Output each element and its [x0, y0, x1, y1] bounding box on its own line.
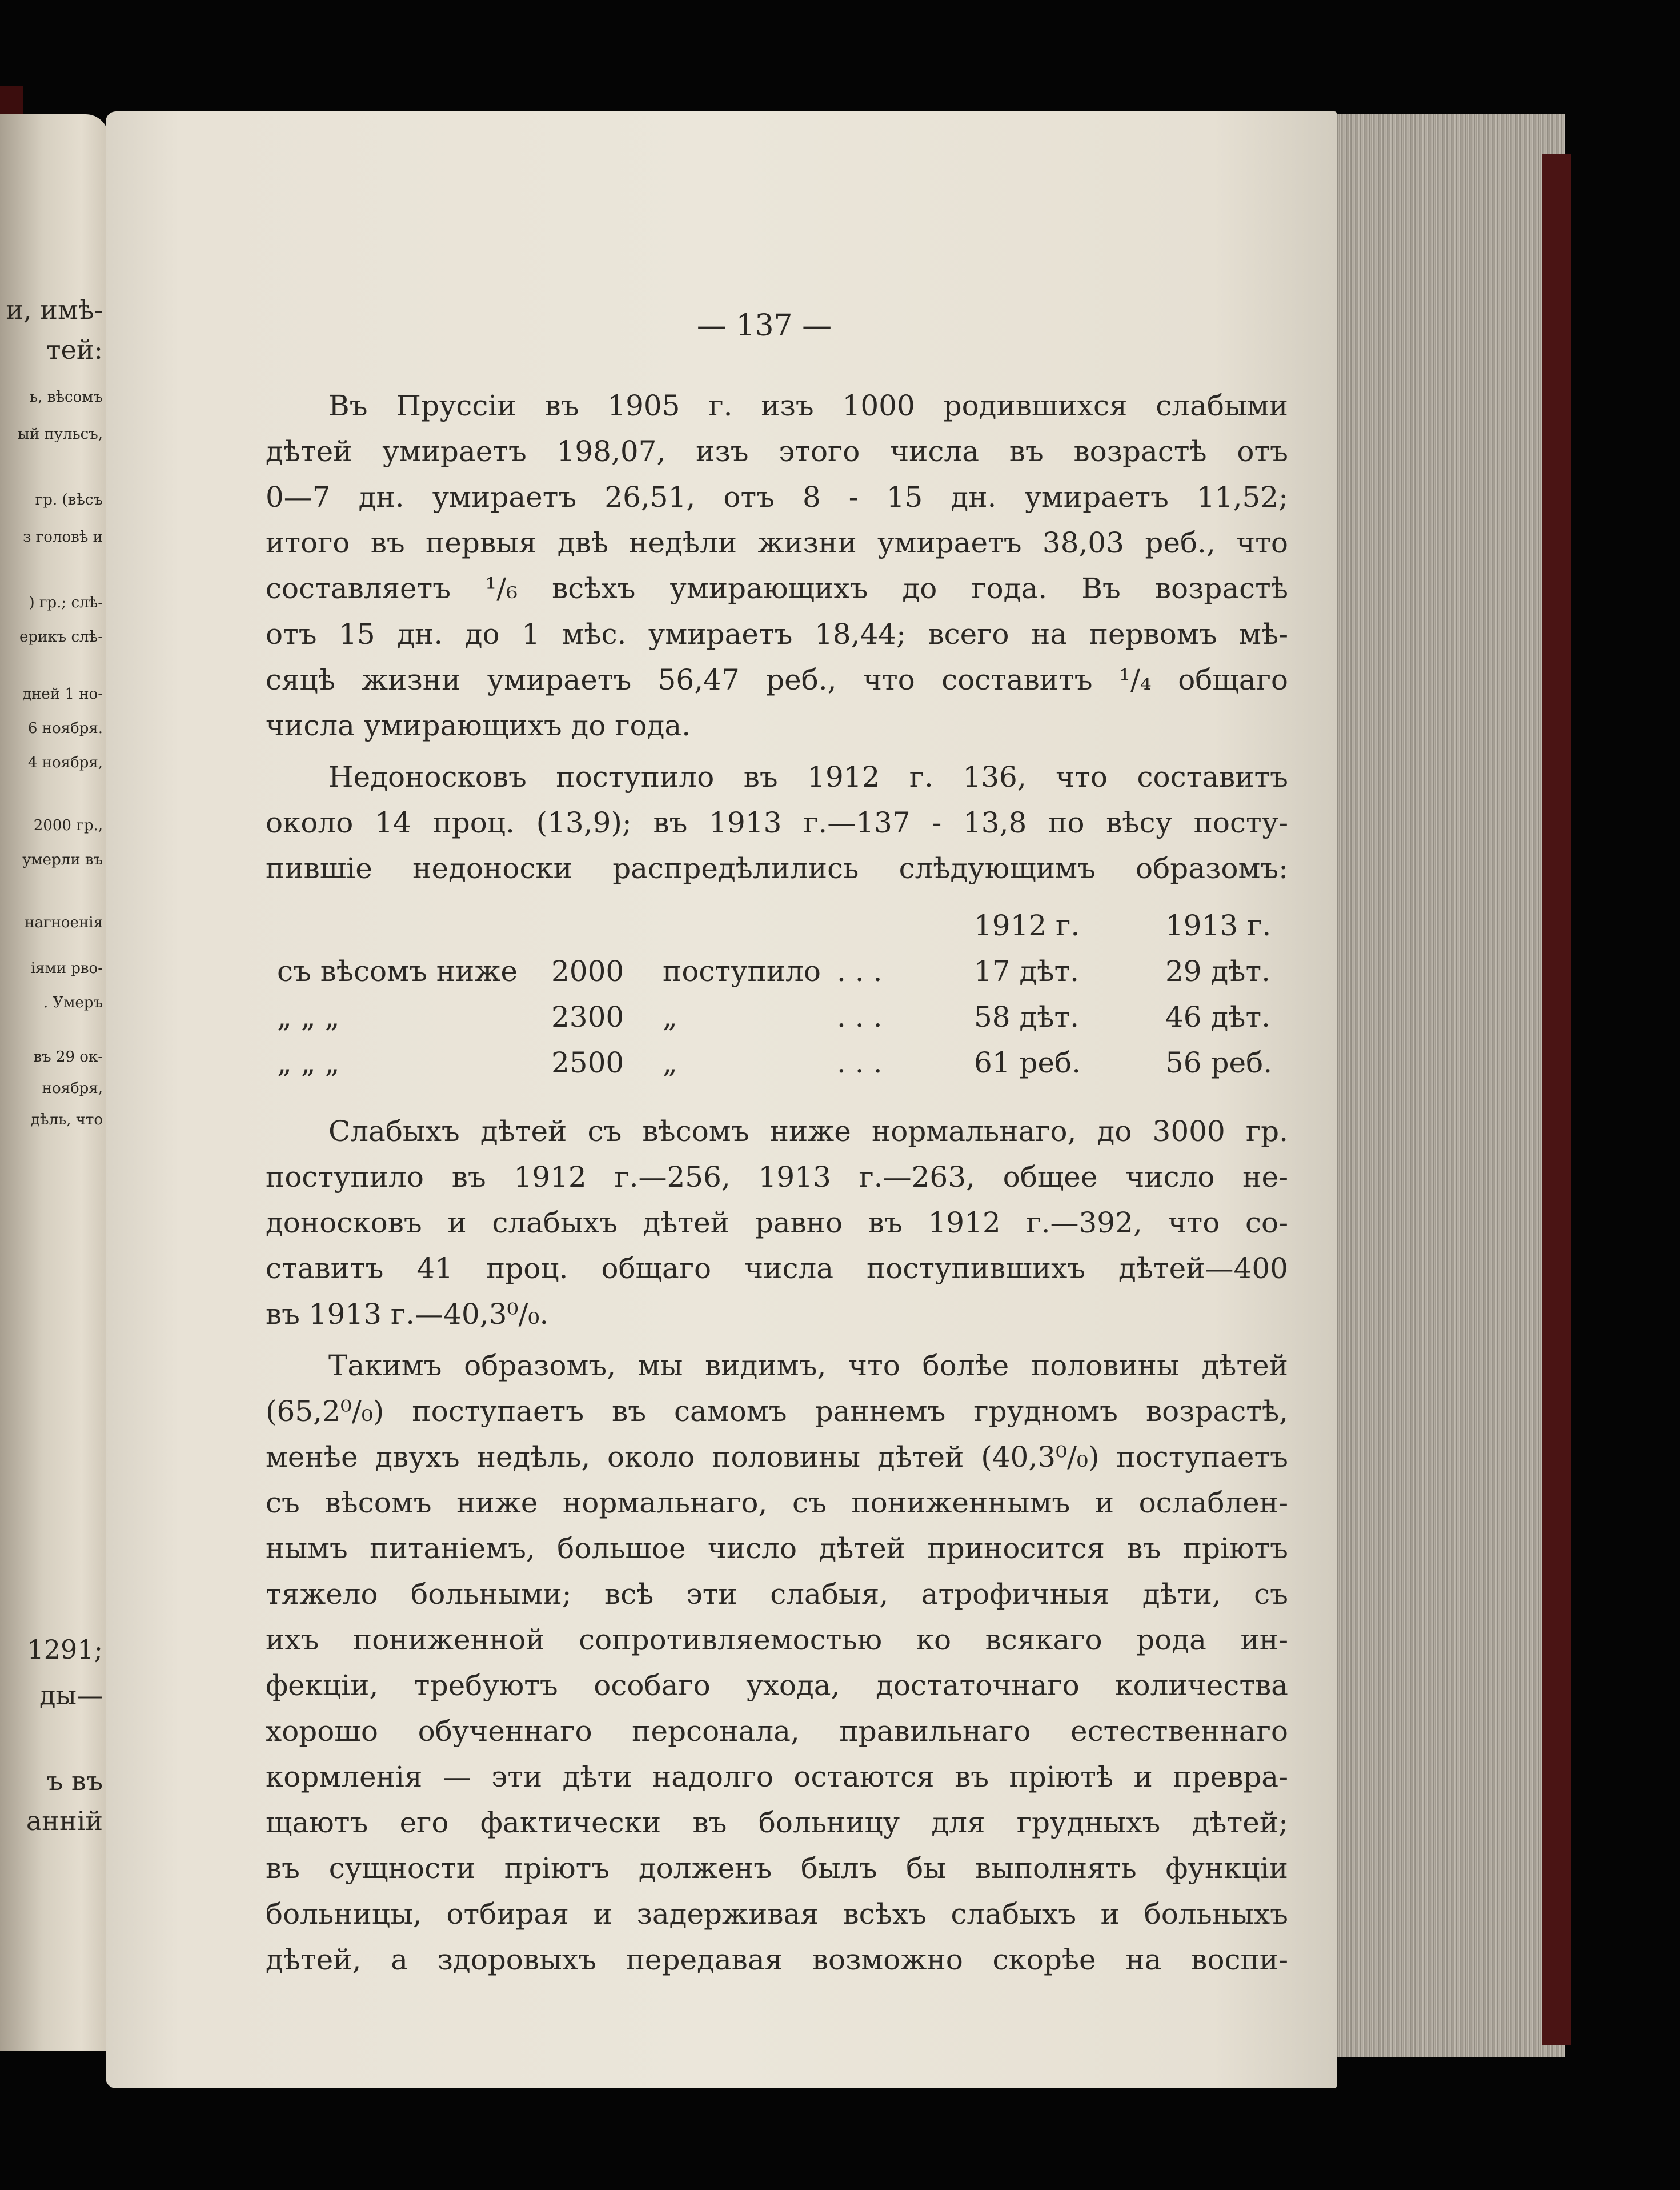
- text-line: дѣтей, а здоровыхъ передавая возможно скорѣе на воспи-: [266, 1943, 1288, 1976]
- row-label: съ вѣсомъ ниже: [277, 955, 518, 988]
- text-line: пившіе недоноски распредѣлились слѣдующимъ образомъ:: [266, 852, 1288, 885]
- row-value-1912: 61 реб.: [974, 1046, 1081, 1079]
- row-value-1913: 46 дѣт.: [1165, 1000, 1271, 1034]
- row-label: „ „ „: [277, 1000, 340, 1034]
- left-page-line: ерикъ слѣ-: [19, 628, 103, 646]
- text-line: около 14 проц. (13,9); въ 1913 г.—137 - 13,8 по вѣсу посту-: [266, 806, 1288, 839]
- text-line: доносковъ и слабыхъ дѣтей равно въ 1912 г.—392, что со-: [266, 1206, 1288, 1239]
- text-line: въ 1913 г.—40,3⁰/₀.: [266, 1298, 549, 1331]
- row-leader-dots: . . .: [837, 1046, 883, 1079]
- left-page-line: гр. (вѣсъ: [35, 491, 103, 509]
- text-line: тяжело больными; всѣ эти слабыя, атрофичныя дѣти, съ: [266, 1578, 1288, 1611]
- text-line: Недоносковъ поступило въ 1912 г. 136, что составитъ: [328, 760, 1288, 794]
- left-page-line: ъ въ: [46, 1765, 103, 1796]
- left-page-line: 4 ноября,: [27, 754, 103, 771]
- text-line: 0—7 дн. умираетъ 26,51, отъ 8 - 15 дн. умираетъ 11,52;: [266, 481, 1288, 514]
- left-page-line: ноября,: [42, 1080, 103, 1097]
- page-body-continued: [266, 1108, 1288, 1983]
- row-weight: 2000: [551, 955, 624, 988]
- text-line: кормленія — эти дѣти надолго остаются въ пріютѣ и превра-: [266, 1760, 1288, 1793]
- table-row: [277, 1040, 1294, 1086]
- text-line: (65,2⁰/₀) поступаетъ въ самомъ раннемъ грудномъ возрастѣ,: [266, 1395, 1288, 1428]
- page-body: [266, 383, 1288, 891]
- left-page-line: анній: [26, 1805, 103, 1836]
- left-page-line: . Умеръ: [43, 994, 103, 1011]
- paragraph-premature-admissions: [266, 754, 1288, 891]
- left-page-line: 2000 гр.,: [33, 817, 103, 834]
- page-block-edges: [1325, 114, 1565, 2057]
- table-header-row: [277, 903, 1294, 948]
- text-line: менѣе двухъ недѣль, около половины дѣтей (40,3⁰/₀) поступаетъ: [266, 1440, 1288, 1474]
- weight-distribution-table: [277, 903, 1294, 1086]
- left-page-line: нагноенія: [25, 914, 103, 931]
- paragraph-conclusion: [266, 1343, 1288, 1983]
- left-page-line: 6 ноября.: [27, 720, 103, 737]
- text-line: фекціи, требуютъ особаго ухода, достаточнаго количества: [266, 1669, 1288, 1702]
- left-page-line: въ 29 ок-: [33, 1048, 103, 1066]
- text-line: нымъ питаніемъ, большое число дѣтей приносится въ пріютъ: [266, 1532, 1288, 1565]
- left-page-line: ь, вѣсомъ: [30, 389, 103, 406]
- row-label: „ „ „: [277, 1046, 340, 1079]
- row-weight: 2500: [551, 1046, 624, 1079]
- book-page: [106, 111, 1337, 2088]
- text-line: ихъ пониженной сопротивляемостью ко всякаго рода ин-: [266, 1623, 1288, 1656]
- row-value-1912: 17 дѣт.: [974, 955, 1080, 988]
- text-line: больницы, отбирая и задерживая всѣхъ слабыхъ и больныхъ: [266, 1897, 1288, 1931]
- header-year-1913: 1913 г.: [1165, 909, 1272, 942]
- text-line: хорошо обученнаго персонала, правильнаго естественнаго: [266, 1715, 1288, 1748]
- left-page-line: ) гр.; слѣ-: [29, 594, 103, 611]
- page-number: — 137 —: [696, 309, 832, 343]
- row-value-1912: 58 дѣт.: [974, 1000, 1080, 1034]
- left-page-line: ды—: [39, 1680, 103, 1711]
- left-page-line: и, имѣ-: [6, 294, 103, 325]
- left-page-line: 1291;: [27, 1634, 103, 1665]
- text-line: Такимъ образомъ, мы видимъ, что болѣе половины дѣтей: [328, 1349, 1288, 1382]
- text-line: составляетъ ¹/₆ всѣхъ умирающихъ до года. Въ возрастѣ: [266, 572, 1288, 605]
- text-line: въ сущности пріютъ долженъ былъ бы выполнять функціи: [266, 1852, 1288, 1885]
- left-page-line: з головѣ и: [23, 529, 103, 546]
- text-line: числа умирающихъ до года.: [266, 709, 691, 742]
- book-cover-right: [1542, 154, 1571, 2045]
- row-leader-dots: . . .: [837, 955, 883, 988]
- left-page-line: іями рво-: [30, 960, 103, 977]
- table-row: [277, 948, 1294, 994]
- row-leader-dots: . . .: [837, 1000, 883, 1034]
- text-line: Въ Пруссіи въ 1905 г. изъ 1000 родившихся слабыми: [328, 389, 1288, 422]
- row-weight: 2300: [551, 1000, 624, 1034]
- text-line: дѣтей умираетъ 198,07, изъ этого числа въ возрастѣ отъ: [266, 435, 1288, 468]
- left-page-line: дней 1 но-: [22, 686, 103, 703]
- paragraph-weak-children: [266, 1108, 1288, 1337]
- row-admitted: „: [663, 1000, 677, 1034]
- text-line: итого въ первыя двѣ недѣли жизни умираетъ 38,03 реб., что: [266, 526, 1288, 559]
- header-year-1912: 1912 г.: [974, 909, 1080, 942]
- left-page-line: дѣль, что: [30, 1111, 103, 1128]
- text-line: поступило въ 1912 г.—256, 1913 г.—263, общее число не-: [266, 1160, 1288, 1194]
- paragraph-prussia-statistics: [266, 383, 1288, 748]
- text-line: съ вѣсомъ ниже нормальнаго, съ пониженнымъ и ослаблен-: [266, 1486, 1288, 1519]
- left-page-line: умерли въ: [22, 851, 103, 868]
- text-line: сяцѣ жизни умираетъ 56,47 реб., что составитъ ¹/₄ общаго: [266, 663, 1288, 696]
- row-admitted: „: [663, 1046, 677, 1079]
- table-row: [277, 994, 1294, 1040]
- row-admitted: поступило: [663, 955, 821, 988]
- row-value-1913: 56 реб.: [1165, 1046, 1273, 1079]
- text-line: отъ 15 дн. до 1 мѣс. умираетъ 18,44; всего на первомъ мѣ-: [266, 618, 1288, 651]
- row-value-1913: 29 дѣт.: [1165, 955, 1271, 988]
- left-page-line: тей:: [46, 334, 103, 365]
- left-page-line: ый пульсъ,: [18, 426, 103, 443]
- text-line: ставитъ 41 проц. общаго числа поступившихъ дѣтей—400: [266, 1252, 1288, 1285]
- previous-page-fragment: [0, 114, 109, 2051]
- text-line: Слабыхъ дѣтей съ вѣсомъ ниже нормальнаго, до 3000 гр.: [328, 1115, 1288, 1148]
- text-line: щаютъ его фактически въ больницу для грудныхъ дѣтей;: [266, 1806, 1288, 1839]
